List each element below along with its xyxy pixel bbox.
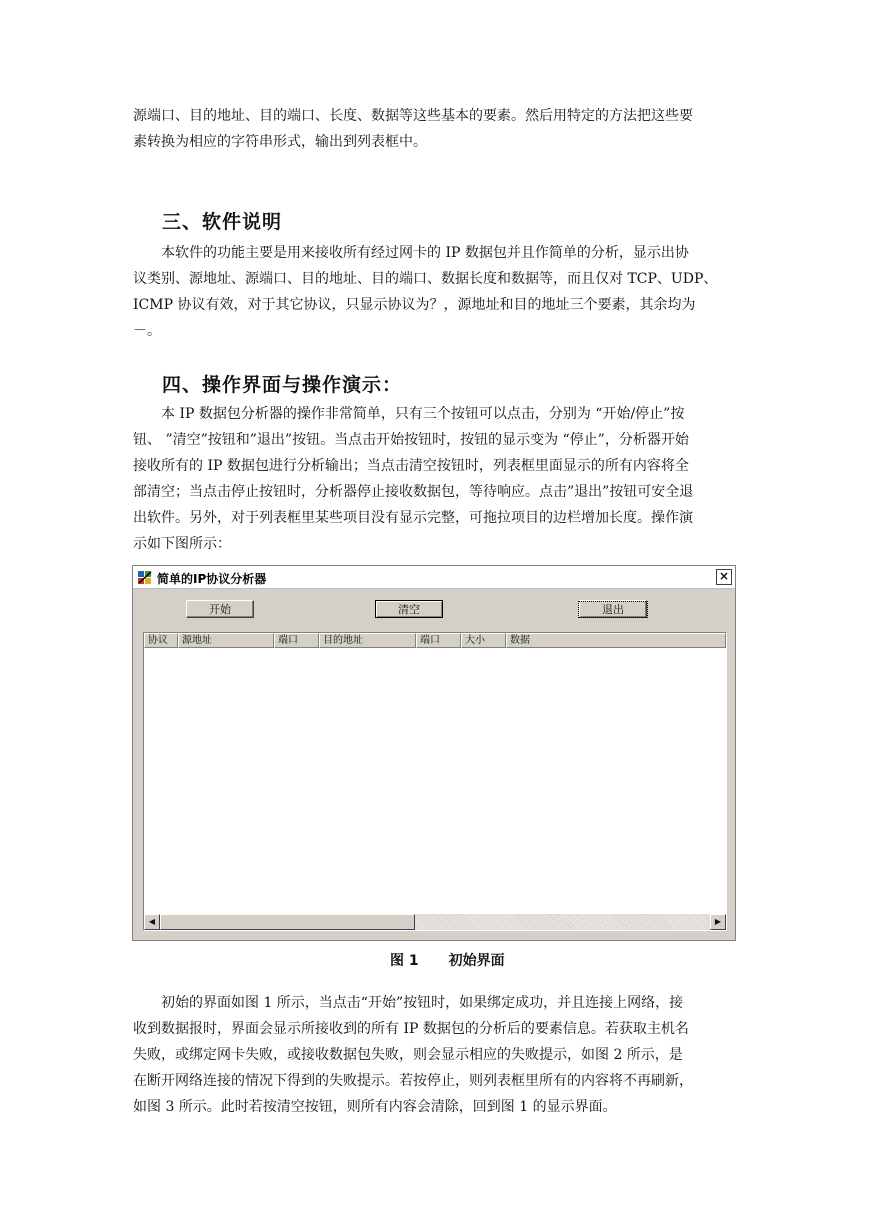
window-title: 简单的IP协议分析器 — [157, 572, 267, 586]
close-icon[interactable]: × — [716, 569, 732, 585]
text-line: ICMP 协议有效，对于其它协议，只显示协议为？，源地址和目的地址三个要素，其余均为 — [133, 297, 696, 313]
text-line: 本软件的功能主要是用来接收所有经过网卡的 IP 数据包并且作简单的分析，显示出协 — [161, 245, 689, 261]
text-line: 出软件。另外，对于列表框里某些项目没有显示完整，可拖拉项目的边栏增加长度。操作演 — [133, 510, 693, 526]
text-line: 接收所有的 IP 数据包进行分析输出；当点击清空按钮时，列表框里面显示的所有内容将全 — [133, 458, 689, 474]
text-line: 初始的界面如图 1 所示，当点击“开始”按钮时，如果绑定成功，并且连接上网络，接 — [161, 995, 684, 1011]
section-heading-software: 三、软件说明 — [162, 211, 283, 233]
list-header — [144, 633, 726, 648]
text-line: 素转换为相应的字符串形式，输出到列表框中。 — [133, 134, 427, 150]
app-icon — [137, 569, 153, 585]
section-heading-interface: 四、操作界面与操作演示： — [162, 374, 403, 396]
column-destination-address[interactable]: 目的地址 — [319, 633, 416, 648]
clear-button[interactable] — [375, 600, 443, 618]
paragraph-intro — [133, 103, 738, 155]
clear-button-label: 清空 — [398, 603, 420, 616]
start-button-label: 开始 — [209, 603, 231, 616]
ip-analyzer-window — [132, 565, 736, 941]
text-line: 如图 3 所示。此时若按清空按钮，则所有内容会清除，回到图 1 的显示界面。 — [133, 1099, 617, 1115]
paragraph-software-description — [133, 240, 738, 344]
text-line: 失败，或绑定网卡失败，或接收数据包失败，则会显示相应的失败提示，如图 2 所示，是 — [133, 1047, 683, 1063]
column-size[interactable]: 大小 — [461, 633, 506, 648]
text-line: 部清空；当点击停止按钮时，分析器停止接收数据包，等待响应。点击”退出”按钮可安全退 — [133, 484, 694, 500]
paragraph-operation — [133, 401, 738, 557]
column-source-port[interactable]: 端口 — [274, 633, 319, 648]
column-source-address[interactable]: 源地址 — [178, 633, 274, 648]
figure-caption — [390, 950, 505, 970]
column-data[interactable]: 数据 — [506, 633, 726, 648]
packet-list[interactable] — [143, 632, 727, 931]
text-line: 源端口、目的地址、目的端口、长度、数据等这些基本的要素。然后用特定的方法把这些要 — [133, 108, 693, 124]
exit-button[interactable] — [579, 600, 647, 618]
text-line: 在断开网络连接的情况下得到的失败提示。若按停止，则列表框里所有的内容将不再刷新， — [133, 1073, 693, 1089]
text-line: 收到数据报时，界面会显示所接收到的所有 IP 数据包的分析后的要素信息。若获取主机名 — [133, 1021, 689, 1037]
text-line: 示如下图所示： — [133, 536, 231, 552]
text-line: 议类别、源地址、源端口、目的地址、目的端口、数据长度和数据等，而且仅对 TCP、UDP、 — [133, 271, 718, 287]
scroll-left-icon[interactable]: ◀ — [144, 914, 160, 930]
figure-title: 初始界面 — [448, 953, 505, 969]
figure-label: 图 1 — [390, 953, 419, 969]
scroll-right-icon[interactable]: ▶ — [710, 914, 726, 930]
start-button[interactable] — [186, 600, 254, 618]
text-line: 钮、 ”清空”按钮和”退出”按钮。当点击开始按钮时，按钮的显示变为 “停止”，分析器开始 — [133, 432, 689, 448]
exit-button-label: 退出 — [580, 603, 646, 616]
window-titlebar — [133, 566, 735, 589]
text-line: 本 IP 数据包分析器的操作非常简单，只有三个按钮可以点击，分别为 “开始/停止”按 — [161, 406, 685, 422]
column-protocol[interactable]: 协议 — [144, 633, 178, 648]
column-destination-port[interactable]: 端口 — [416, 633, 461, 648]
horizontal-scrollbar[interactable] — [144, 914, 726, 930]
text-line: －。 — [133, 323, 161, 339]
paragraph-initial-interface — [133, 990, 738, 1120]
scroll-thumb[interactable] — [160, 914, 415, 930]
